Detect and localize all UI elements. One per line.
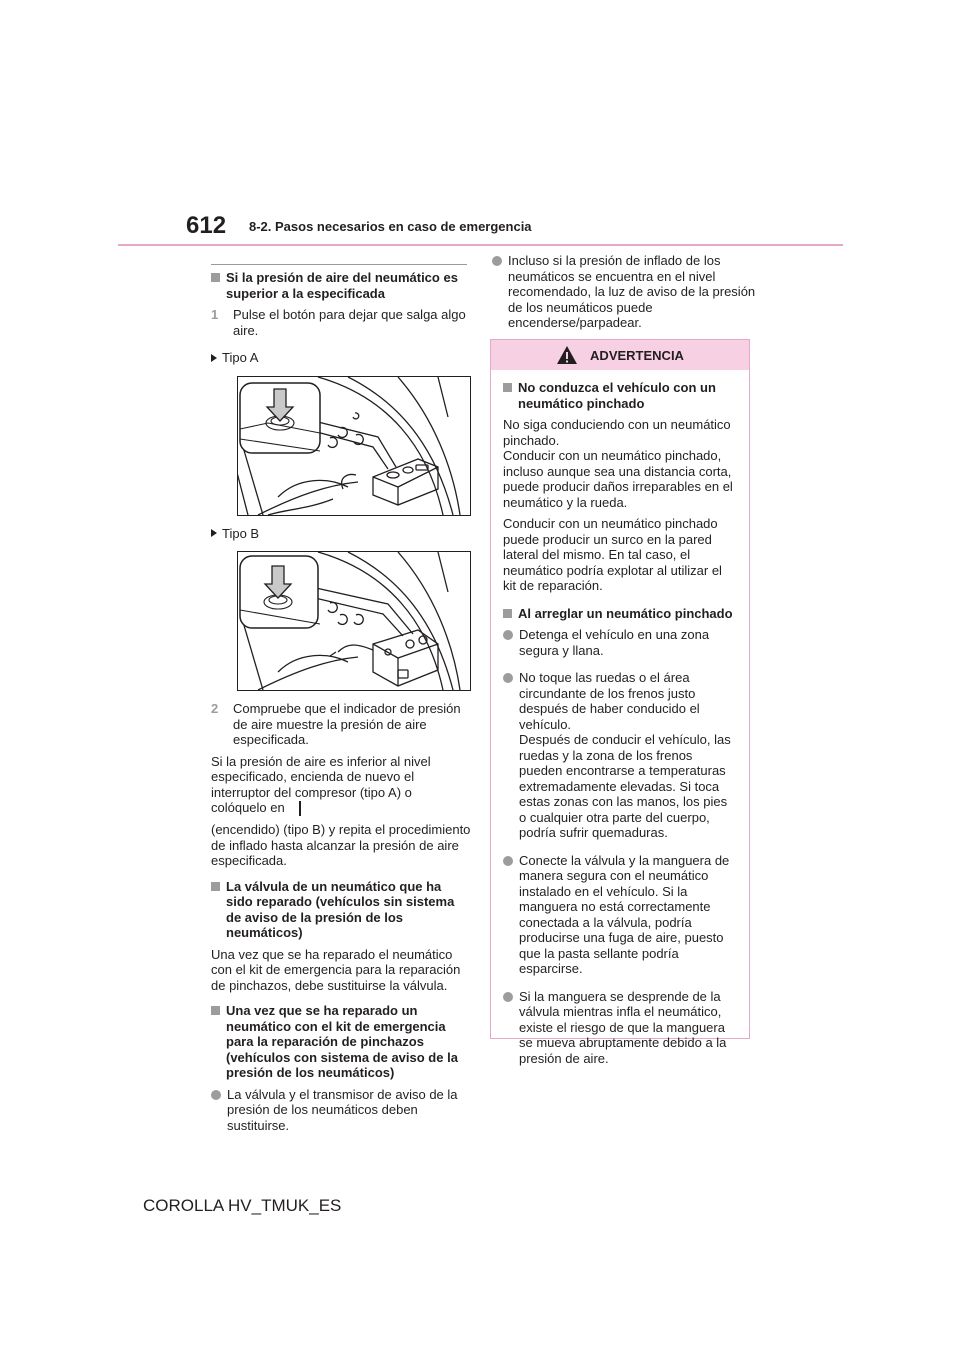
footer-model-code: COROLLA HV_TMUK_ES (143, 1196, 342, 1215)
column-top-rule (211, 264, 467, 265)
right-column-top (492, 253, 756, 331)
figure-compressor-type-b (237, 551, 471, 691)
step-2 (211, 701, 471, 748)
tipo-b-label: Tipo B (211, 526, 471, 542)
tipo-a-label: Tipo A (211, 350, 471, 366)
paragraph-valve-replacement: Una vez que se ha reparado el neumático con el kit de emergencia para la reparación de pinchazos, debe sustituirse la válvula. (211, 946, 461, 993)
warning-box (490, 339, 750, 1066)
round-bullet-icon (503, 992, 513, 1002)
warning-paragraph: No siga conduciendo con un neumático pinchado. (503, 417, 731, 448)
section-title: 8-2. Pasos necesarios en caso de emergencia (249, 219, 532, 234)
round-bullet-icon (211, 1090, 221, 1100)
warning-bullet: Conecte la válvula y la manguera de manera segura con el neumático instalado en el vehículo. Si la manguera no está correctamente conectada a la válvula, podría producirse una fuga de aire, puesto que la pasta sellante podría esparcirse. (503, 853, 737, 977)
step-text: Pulse el botón para dejar que salga algo aire. (233, 307, 466, 338)
heading-tpms-repair: Una vez que se ha reparado un neumático con el kit de emergencia para la reparación de pinchazos (vehículos con sistema de aviso de la presión de los neumáticos) (211, 1003, 471, 1081)
square-bullet-icon (503, 383, 512, 392)
warning-title: ADVERTENCIA (590, 347, 684, 363)
warning-heading-flat-tire: No conduzca el vehículo con un neumático pinchado (503, 380, 737, 411)
header-rule (118, 244, 843, 246)
step-number: 2 (211, 701, 219, 716)
page-number: 612 (186, 212, 227, 239)
warning-header (491, 340, 749, 370)
triangle-right-icon (211, 354, 217, 362)
compressor-illustration (238, 552, 470, 690)
heading-high-pressure: Si la presión de aire del neumático es superior a la especificada (211, 270, 471, 301)
figure-compressor-type-a (237, 376, 471, 516)
round-bullet-icon (503, 630, 513, 640)
step-text: Compruebe que el indicador de presión de aire muestre la presión de aire especificada. (233, 701, 461, 747)
round-bullet-icon (492, 256, 502, 266)
round-bullet-icon (503, 673, 513, 683)
step-1 (211, 307, 471, 338)
warning-triangle-icon (556, 345, 578, 365)
warning-bullet: No toque las ruedas o el área circundante de los frenos justo después de haber conducido el vehículo. Después de conducir el vehículo, las ruedas y la zona de los frenos pueden encontrarse a temperaturas extremadamente elevadas. Si toca estas zonas con las manos, los pies o cualquier otra parte del cuerpo, podría sufrir quemaduras. (503, 670, 737, 841)
compressor-illustration (238, 377, 470, 515)
warning-paragraph: Conducir con un neumático pinchado puede producir un surco en la pared lateral del mismo. En tal caso, el neumático podría explotar al utilizar el kit de reparación. (503, 516, 722, 593)
square-bullet-icon (211, 882, 220, 891)
bullet-warning-light: Incluso si la presión de inflado de los neumáticos se encuentra en el nivel recomendado, la luz de aviso de la presión de los neumáticos puede encenderse/parpadear. (492, 253, 756, 331)
paragraph-inflate-again: Si la presión de aire es inferior al nivel especificado, encienda de nuevo el interruptor del compresor (tipo A) o colóquelo en (211, 753, 431, 815)
square-bullet-icon (211, 273, 220, 282)
warning-paragraph: Conducir con un neumático pinchado, incluso aunque sea una distancia corta, puede producir daños irreparables en el neumático y la rueda. (503, 448, 733, 510)
switch-on-icon (299, 801, 301, 816)
warning-bullet: Si la manguera se desprende de la válvula mientras infla el neumático, existe el riesgo de que la manguera se mueva abruptamente debido a la presión de aire. (503, 989, 737, 1067)
warning-heading-repair: Al arreglar un neumático pinchado (503, 606, 737, 622)
bullet-tpms-replace: La válvula y el transmisor de aviso de la presión de los neumáticos deben sustituirse. (211, 1087, 471, 1134)
warning-body (491, 370, 749, 1066)
step-number: 1 (211, 307, 219, 322)
paragraph-inflate-again-cont: (encendido) (tipo B) y repita el procedimiento de inflado hasta alcanzar la presión de aire especificada. (211, 822, 471, 869)
round-bullet-icon (503, 856, 513, 866)
square-bullet-icon (503, 609, 512, 618)
left-column (211, 270, 471, 1133)
triangle-right-icon (211, 529, 217, 537)
heading-valve-replacement: La válvula de un neumático que ha sido reparado (vehículos sin sistema de aviso de la presión de los neumáticos) (211, 879, 471, 941)
square-bullet-icon (211, 1006, 220, 1015)
warning-bullet: Detenga el vehículo en una zona segura y llana. (503, 627, 737, 658)
